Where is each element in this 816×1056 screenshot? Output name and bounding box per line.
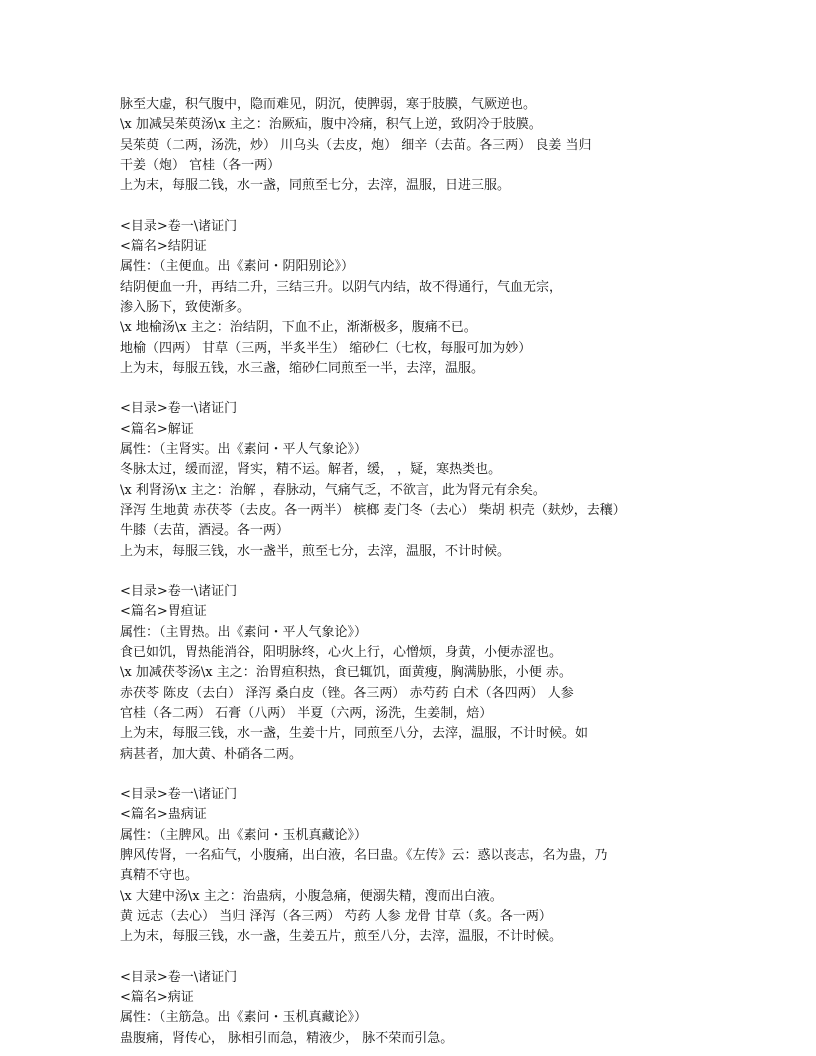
text-line: 脾风传肾，一名疝气，小腹痛，出白液，名曰蛊。《左传》云：惑以丧志，名为蛊，乃 [120,847,608,863]
text-line: 地榆（四两） 甘草（三两，半炙半生） 缩砂仁（七枚，每服可加为妙） [120,340,532,356]
text-line: \x 大建中汤\x 主之：治蛊病，小腹急痛，便溺失精，溲而出白液。 [120,888,503,904]
text-line: <篇名>胃疸证 [120,604,207,620]
blank-line [120,196,700,216]
blank-line [120,379,700,399]
text-line: 黄 远志（去心） 当归 泽泻（各三两） 芍药 人参 龙骨 甘草（炙。各一两） [120,908,552,924]
blank-line [120,765,700,785]
text-line: <目录>卷一\诸证门 [120,787,238,803]
text-line: <篇名>解证 [120,421,194,437]
text-line: 真精不守也。 [120,868,199,884]
text-line: 病甚者，加大黄、朴硝各二两。 [120,746,303,762]
text-line: 吴茱萸（二两，汤洗，炒） 川乌头（去皮，炮） 细辛（去苗。各三两） 良姜 当归 [120,137,592,153]
text-line: 属性：（主脾风。出《素问・玉机真藏论》） [120,827,368,843]
text-line: \x 加减吴茱萸汤\x 主之：治厥疝，腹中冷痛，积气上逆，致阴冷于肢膜。 [120,117,542,133]
text-line: 属性：（主胃热。出《素问・平人气象论》） [120,624,368,640]
text-line: 上为末，每服五钱，水三盏，缩砂仁同煎至一半，去滓，温服。 [120,360,485,376]
blank-line [120,947,700,967]
text-line: 食已如饥，胃热能消谷，阳明脉终，心火上行，心憎烦，身黄，小便赤涩也。 [120,645,563,661]
blank-line [120,562,700,582]
document-page [120,95,700,1049]
text-line: 牛膝（去苗，酒浸。各一两） [120,523,290,539]
text-line: 蛊腹痛，肾传心， 脉相引而急，精液少， 脉不荣而引急。 [120,1030,454,1046]
text-line: 官桂（各二两） 石膏（八两） 半夏（六两，汤洗，生姜制，焙） [120,705,493,721]
text-line: 属性：（主便血。出《素问・阴阳别论》） [120,259,355,275]
text-line: <目录>卷一\诸证门 [120,584,238,600]
text-line: \x 地榆汤\x 主之：治结阴，下血不止，渐渐极多，腹痛不已。 [120,320,477,336]
text-line: <目录>卷一\诸证门 [120,969,238,985]
text-line: 属性：（主筋急。出《素问・玉机真藏论》） [120,1010,368,1026]
text-line: 属性：（主肾实。出《素问・平人气象论》） [120,442,368,458]
text-line: 渗入肠下，致使渐多。 [120,299,251,315]
text-line: <目录>卷一\诸证门 [120,401,238,417]
text-line: <篇名>结阴证 [120,239,207,255]
text-line: 上为末，每服二钱，水一盏，同煎至七分，去滓，温服，日进三服。 [120,178,511,194]
text-line: 赤茯苓 陈皮（去白） 泽泻 桑白皮（锉。各三两） 赤芍药 白术（各四两） 人参 [120,685,574,701]
text-line: 干姜（炮） 官桂（各一两） [120,157,281,173]
text-line: <篇名>病证 [120,990,194,1006]
text-line: 泽泻 生地黄 赤茯苓（去皮。各一两半） 槟榔 麦门冬（去心） 柴胡 枳壳（麸炒，去穰） [120,502,626,518]
text-line: 上为末，每服三钱，水一盏，生姜十片，同煎至八分，去滓，温服，不计时候。如 [120,726,589,742]
text-line: 冬脉太过，缓而涩，肾实，精不运。解者，缓， ，疑，寒热类也。 [120,462,502,478]
text-line: 上为末，每服三钱，水一盏半，煎至七分，去滓，温服，不计时候。 [120,543,511,559]
text-line: \x 加减茯苓汤\x 主之：治胃疸积热，食已辄饥，面黄瘦，胸满胁胀，小便 赤。 [120,665,572,681]
text-line: 结阴便血一升，再结二升，三结三升。以阴气内结，故不得通行，气血无宗， [120,279,563,295]
text-line: 上为末，每服三钱，水一盏，生姜五片，煎至八分，去滓，温服，不计时候。 [120,929,563,945]
text-line: <篇名>蛊病证 [120,807,207,823]
text-line: 脉至大虚，积气腹中，隐而难见，阴沉，使脾弱，寒于肢膜，气厥逆也。 [120,97,537,112]
text-line: <目录>卷一\诸证门 [120,218,238,234]
text-line: \x 利肾汤\x 主之：治解 ，春脉动，气痛气乏，不欲言，此为肾元有余矣。 [120,482,546,498]
